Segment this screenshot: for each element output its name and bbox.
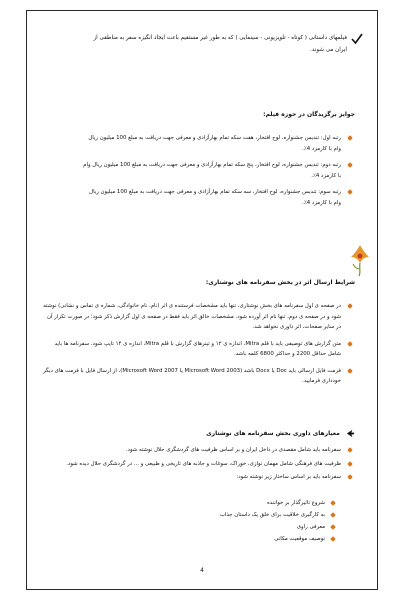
checkmark-icon	[351, 33, 363, 45]
document-page	[26, 10, 378, 590]
list-item: رتبه دوم: تندیس جشنواره، لوح افتخار، پنج سکه تمام بهارآزادی و معرفی جهت دریافت به مبلغ 100 میلیون ریال وام با کارمزد 4٪.	[83, 160, 355, 181]
list-item: ظرفیت های فرهنگی شامل مهمان نوازی، خوراک، سوغات و جاذبه های تاریخی و طبیعی و ... در گردشگری حلال دیده شود.	[57, 459, 355, 470]
list-item: سفرنامه باید شامل مقصدی در داخل ایران و بر اساس ظرفیت های گردشگری حلال نوشته شود.	[57, 445, 355, 456]
travelogue-conditions-list	[41, 301, 355, 393]
judging-criteria-heading	[206, 429, 355, 438]
list-item: فرمت فایل ارسالی باید Doc یا Docx باشد (Microsoft Word 2003 یا Microsoft Word 2007)، از ارسال فایل با فرمت های دیگر خودداری فرمایید.	[41, 366, 355, 387]
judging-criteria-heading-text: معیارهای داوری بخش سفرنامه های نوشتاری	[206, 430, 340, 437]
list-item: سفرنامه باید بر اساس ساختار زیر نوشته شود:	[57, 472, 355, 483]
judging-criteria-list	[57, 445, 355, 486]
travelogue-conditions-heading: شرایط ارسال اثر در بخش سفرنامه های نوشتاری:	[205, 279, 355, 286]
structure-list	[67, 498, 337, 546]
list-item: در صفحه ی اول سفرنامه های بخش نوشتاری، تنها باید مشخصات فرستنده ی اثر (نام، نام خانوادگی، شماره ی تماس و نشانی) نوشته شود و در صفحه ی دوم، تنها نام اثر آورده شود. مشخصات خالق اثر باید فقط در صفحه ی اول گزارش ذکر شود؛ در صورت تکرار آن در سایر صفحات، اثر داوری نخواهد شد.	[41, 301, 355, 333]
intro-paragraph	[87, 33, 347, 56]
page-number: 4	[200, 567, 204, 574]
list-item: رتبه اول: تندیس جشنواره، لوح افتخار، هفت سکه تمام بهارآزادی و معرفی جهت دریافت به مبلغ 100 میلیون ریال وام با کارمزد 4٪.	[83, 133, 355, 154]
bird-ornament-icon	[349, 243, 371, 277]
film-awards-heading: جوایز برگزیدگان در حوزه فیلم:	[263, 111, 355, 118]
list-item: شروع تاثیرگذار بر خواننده	[67, 498, 337, 508]
intro-text: فیلمهای داستانی ( کوتاه - تلویزیونی - سینمایی ) که به طور غیر مستقیم باعث ایجاد انگیزه سفر به مناطقی از ایران می شوند.	[93, 35, 347, 53]
list-item: متن گزارش های توصیفی باید با قلم Mitra، اندازه ی ۱۲ و تیترهای گزارش با قلم Mitra، اندازه ی ۱۴ تایپ شود. سفرنامه ها باید شامل حداقل 2200 و حداکثر 6800 کلمه باشد.	[41, 339, 355, 360]
list-item: به کارگیری خلاقیت برای خلق یک داستان جذاب	[67, 510, 337, 520]
film-awards-list	[83, 133, 355, 214]
list-item: رتبه سوم: تندیس جشنواره، لوح افتخار، سه سکه تمام بهارآزادی و معرفی جهت دریافت به مبلغ 100 میلیون ریال وام با کارمزد 4٪.	[83, 187, 355, 208]
pointer-icon	[346, 429, 355, 438]
list-item: توصیف موقعیت مکانی	[67, 534, 337, 544]
list-item: معرفی راوی	[67, 522, 337, 532]
